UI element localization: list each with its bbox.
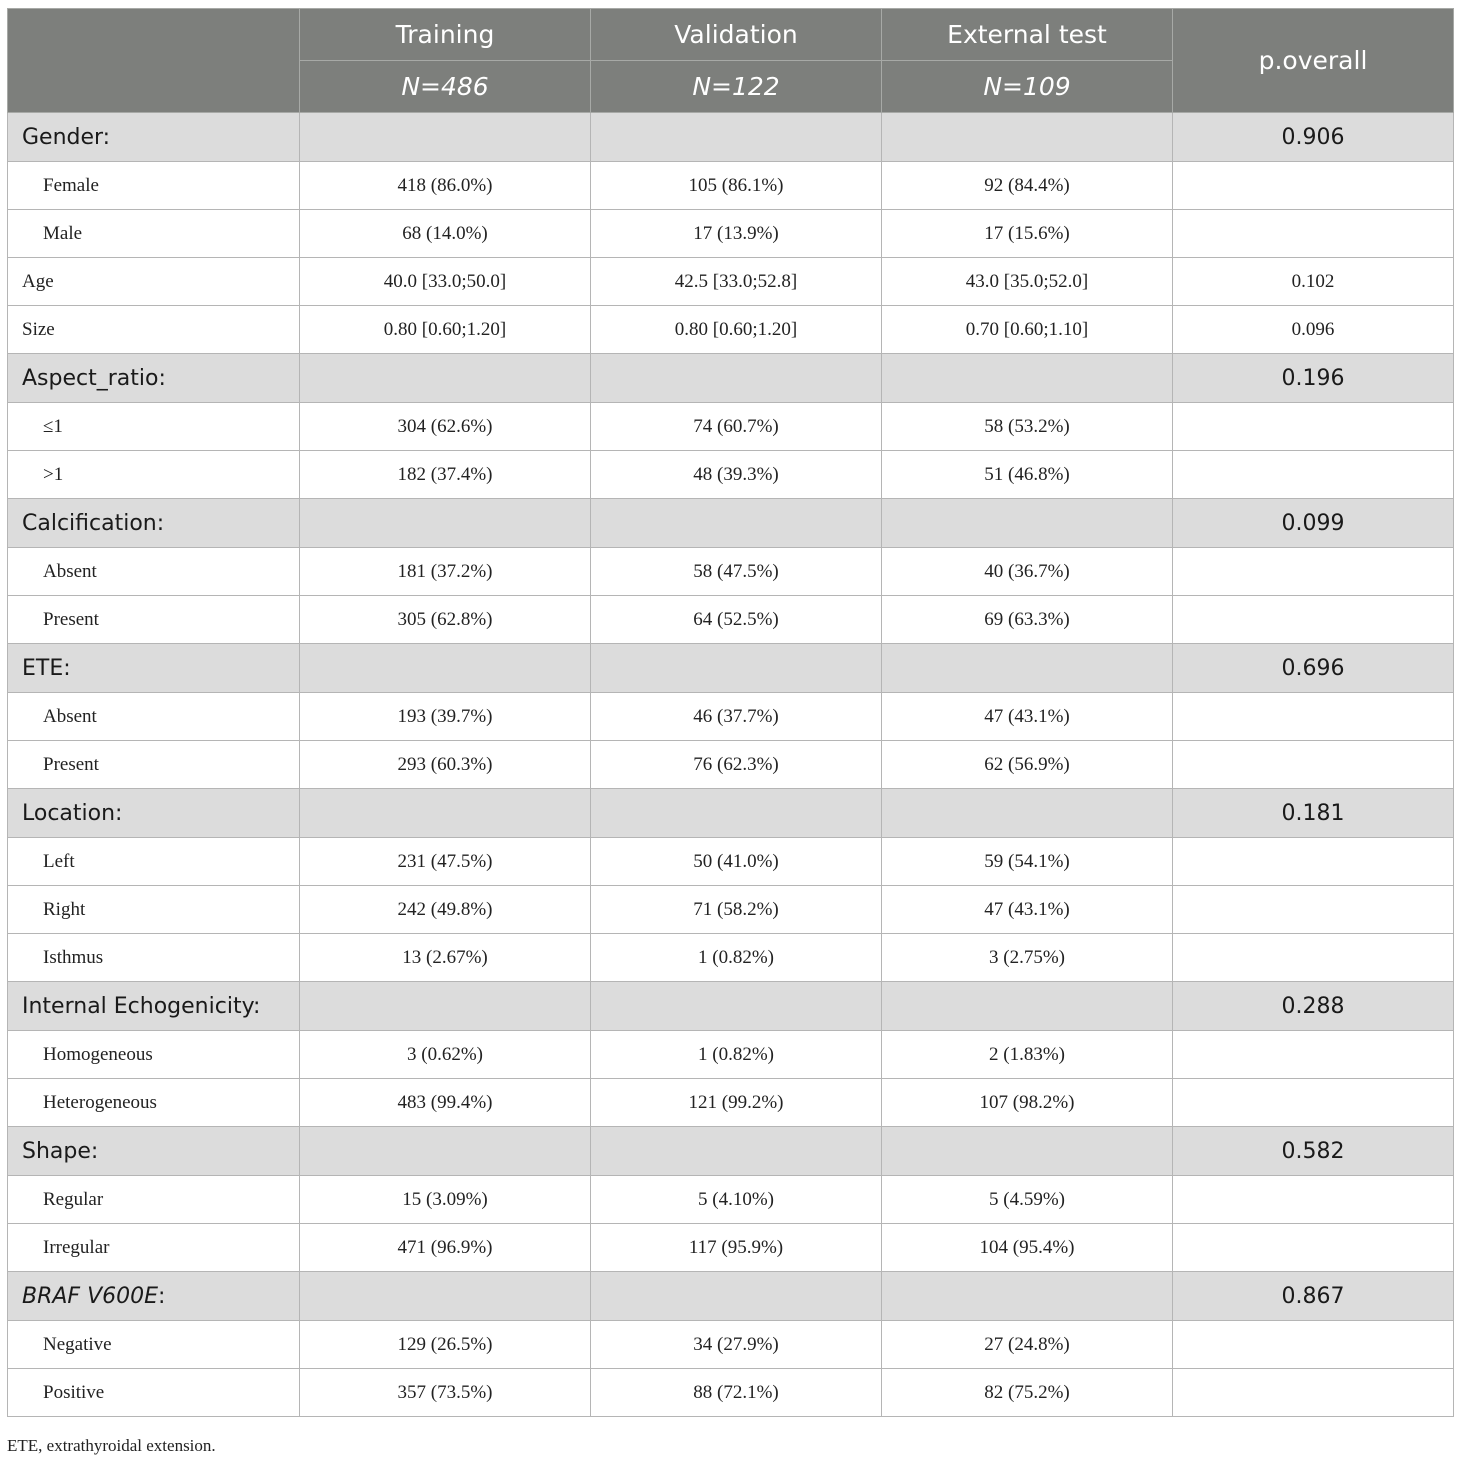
group-label — [8, 1127, 300, 1176]
empty-cell — [882, 1272, 1173, 1321]
empty-cell — [1173, 548, 1454, 596]
empty-cell — [300, 644, 591, 693]
group-label — [8, 644, 300, 693]
table-row — [8, 886, 1454, 934]
value-cell: 68 (14.0%) — [300, 210, 591, 258]
table-row — [8, 210, 1454, 258]
value-cell: 304 (62.6%) — [300, 403, 591, 451]
empty-cell — [1173, 934, 1454, 982]
row-label: Heterogeneous — [8, 1079, 300, 1127]
empty-cell — [300, 113, 591, 162]
group-p-value: 0.196 — [1173, 354, 1454, 403]
row-label: Female — [8, 162, 300, 210]
group-header-row — [8, 354, 1454, 403]
value-cell: 92 (84.4%) — [882, 162, 1173, 210]
value-cell: 64 (52.5%) — [591, 596, 882, 644]
group-label — [8, 982, 300, 1031]
row-label: Left — [8, 838, 300, 886]
table-row — [8, 306, 1454, 354]
n-external-test: N=109 — [882, 61, 1173, 113]
n-validation: N=122 — [591, 61, 882, 113]
empty-cell — [591, 644, 882, 693]
header-corner-cell — [8, 9, 300, 113]
group-p-value: 0.906 — [1173, 113, 1454, 162]
value-cell: 42.5 [33.0;52.8] — [591, 258, 882, 306]
value-cell: 0.70 [0.60;1.10] — [882, 306, 1173, 354]
empty-cell — [300, 789, 591, 838]
empty-cell — [300, 1127, 591, 1176]
table-row — [8, 1031, 1454, 1079]
empty-cell — [591, 499, 882, 548]
group-p-value: 0.582 — [1173, 1127, 1454, 1176]
empty-cell — [1173, 596, 1454, 644]
empty-cell — [591, 789, 882, 838]
empty-cell — [1173, 1079, 1454, 1127]
value-cell: 104 (95.4%) — [882, 1224, 1173, 1272]
table-row — [8, 451, 1454, 499]
row-label: Present — [8, 596, 300, 644]
empty-cell — [882, 1127, 1173, 1176]
row-label: Absent — [8, 548, 300, 596]
value-cell: 305 (62.8%) — [300, 596, 591, 644]
row-label: Isthmus — [8, 934, 300, 982]
value-cell: 129 (26.5%) — [300, 1321, 591, 1369]
group-p-value: 0.099 — [1173, 499, 1454, 548]
col-header-training: Training — [300, 9, 591, 61]
empty-cell — [300, 354, 591, 403]
empty-cell — [1173, 403, 1454, 451]
value-cell: 107 (98.2%) — [882, 1079, 1173, 1127]
table-row — [8, 1079, 1454, 1127]
empty-cell — [882, 113, 1173, 162]
group-p-value: 0.181 — [1173, 789, 1454, 838]
row-label: Size — [8, 306, 300, 354]
row-label: >1 — [8, 451, 300, 499]
group-label-text: Gender: — [22, 124, 111, 150]
empty-cell — [1173, 1369, 1454, 1417]
p-value-cell: 0.096 — [1173, 306, 1454, 354]
value-cell: 105 (86.1%) — [591, 162, 882, 210]
empty-cell — [591, 982, 882, 1031]
table-body — [8, 113, 1454, 1417]
empty-cell — [591, 113, 882, 162]
value-cell: 51 (46.8%) — [882, 451, 1173, 499]
row-label: Homogeneous — [8, 1031, 300, 1079]
value-cell: 13 (2.67%) — [300, 934, 591, 982]
empty-cell — [300, 982, 591, 1031]
group-label — [8, 113, 300, 162]
empty-cell — [882, 644, 1173, 693]
value-cell: 231 (47.5%) — [300, 838, 591, 886]
empty-cell — [882, 982, 1173, 1031]
value-cell: 27 (24.8%) — [882, 1321, 1173, 1369]
empty-cell — [300, 1272, 591, 1321]
value-cell: 1 (0.82%) — [591, 934, 882, 982]
value-cell: 76 (62.3%) — [591, 741, 882, 789]
value-cell: 43.0 [35.0;52.0] — [882, 258, 1173, 306]
empty-cell — [882, 354, 1173, 403]
group-header-row — [8, 113, 1454, 162]
value-cell: 293 (60.3%) — [300, 741, 591, 789]
table-row — [8, 403, 1454, 451]
value-cell: 88 (72.1%) — [591, 1369, 882, 1417]
table-header — [8, 9, 1454, 113]
value-cell: 82 (75.2%) — [882, 1369, 1173, 1417]
table-row — [8, 1224, 1454, 1272]
value-cell: 242 (49.8%) — [300, 886, 591, 934]
table-row — [8, 693, 1454, 741]
group-header-row — [8, 1272, 1454, 1321]
group-label — [8, 789, 300, 838]
value-cell: 50 (41.0%) — [591, 838, 882, 886]
value-cell: 59 (54.1%) — [882, 838, 1173, 886]
value-cell: 58 (47.5%) — [591, 548, 882, 596]
group-label-text: Shape: — [22, 1138, 99, 1164]
value-cell: 117 (95.9%) — [591, 1224, 882, 1272]
col-header-external-test: External test — [882, 9, 1173, 61]
value-cell: 1 (0.82%) — [591, 1031, 882, 1079]
value-cell: 34 (27.9%) — [591, 1321, 882, 1369]
table-row — [8, 741, 1454, 789]
empty-cell — [882, 789, 1173, 838]
row-label: Age — [8, 258, 300, 306]
col-header-validation: Validation — [591, 9, 882, 61]
empty-cell — [1173, 1031, 1454, 1079]
value-cell: 121 (99.2%) — [591, 1079, 882, 1127]
row-label: Irregular — [8, 1224, 300, 1272]
empty-cell — [1173, 741, 1454, 789]
empty-cell — [591, 1272, 882, 1321]
table-row — [8, 1321, 1454, 1369]
value-cell: 357 (73.5%) — [300, 1369, 591, 1417]
group-p-value: 0.696 — [1173, 644, 1454, 693]
group-label-text: Internal Echogenicity: — [22, 993, 261, 1019]
characteristics-table — [7, 8, 1454, 1417]
value-cell: 471 (96.9%) — [300, 1224, 591, 1272]
value-cell: 47 (43.1%) — [882, 886, 1173, 934]
value-cell: 483 (99.4%) — [300, 1079, 591, 1127]
table-footnote: ETE, extrathyroidal extension. — [7, 1436, 216, 1455]
empty-cell — [591, 354, 882, 403]
n-training: N=486 — [300, 61, 591, 113]
row-label: Male — [8, 210, 300, 258]
group-label-text: BRAF V600E — [22, 1283, 159, 1309]
value-cell: 2 (1.83%) — [882, 1031, 1173, 1079]
value-cell: 5 (4.59%) — [882, 1176, 1173, 1224]
value-cell: 40 (36.7%) — [882, 548, 1173, 596]
group-label — [8, 354, 300, 403]
value-cell: 5 (4.10%) — [591, 1176, 882, 1224]
table-row — [8, 838, 1454, 886]
group-label-suffix: : — [158, 1283, 166, 1309]
value-cell: 48 (39.3%) — [591, 451, 882, 499]
p-value-cell: 0.102 — [1173, 258, 1454, 306]
group-header-row — [8, 982, 1454, 1031]
table-row — [8, 258, 1454, 306]
value-cell: 62 (56.9%) — [882, 741, 1173, 789]
group-p-value: 0.867 — [1173, 1272, 1454, 1321]
value-cell: 181 (37.2%) — [300, 548, 591, 596]
table-row — [8, 1369, 1454, 1417]
group-header-row — [8, 499, 1454, 548]
empty-cell — [1173, 838, 1454, 886]
value-cell: 182 (37.4%) — [300, 451, 591, 499]
table-row — [8, 596, 1454, 644]
value-cell: 15 (3.09%) — [300, 1176, 591, 1224]
row-label: Regular — [8, 1176, 300, 1224]
value-cell: 40.0 [33.0;50.0] — [300, 258, 591, 306]
empty-cell — [1173, 162, 1454, 210]
value-cell: 58 (53.2%) — [882, 403, 1173, 451]
value-cell: 17 (13.9%) — [591, 210, 882, 258]
row-label: Positive — [8, 1369, 300, 1417]
empty-cell — [1173, 451, 1454, 499]
empty-cell — [1173, 1224, 1454, 1272]
empty-cell — [1173, 1176, 1454, 1224]
table-row — [8, 162, 1454, 210]
group-label-text: Location: — [22, 800, 123, 826]
group-header-row — [8, 1127, 1454, 1176]
empty-cell — [882, 499, 1173, 548]
value-cell: 3 (2.75%) — [882, 934, 1173, 982]
group-label-text: Calcification: — [22, 510, 165, 536]
empty-cell — [300, 499, 591, 548]
group-label — [8, 499, 300, 548]
empty-cell — [1173, 210, 1454, 258]
group-label-text: ETE: — [22, 655, 71, 681]
empty-cell — [1173, 693, 1454, 741]
row-label: ≤1 — [8, 403, 300, 451]
table-row — [8, 1176, 1454, 1224]
group-p-value: 0.288 — [1173, 982, 1454, 1031]
value-cell: 0.80 [0.60;1.20] — [591, 306, 882, 354]
value-cell: 0.80 [0.60;1.20] — [300, 306, 591, 354]
group-header-row — [8, 644, 1454, 693]
group-label-text: Aspect_ratio: — [22, 365, 166, 391]
value-cell: 193 (39.7%) — [300, 693, 591, 741]
table-row — [8, 548, 1454, 596]
empty-cell — [591, 1127, 882, 1176]
col-header-p-overall: p.overall — [1173, 9, 1454, 113]
table-row — [8, 934, 1454, 982]
value-cell: 71 (58.2%) — [591, 886, 882, 934]
group-label — [8, 1272, 300, 1321]
value-cell: 69 (63.3%) — [882, 596, 1173, 644]
group-header-row — [8, 789, 1454, 838]
empty-cell — [1173, 886, 1454, 934]
value-cell: 46 (37.7%) — [591, 693, 882, 741]
value-cell: 418 (86.0%) — [300, 162, 591, 210]
row-label: Present — [8, 741, 300, 789]
empty-cell — [1173, 1321, 1454, 1369]
row-label: Right — [8, 886, 300, 934]
row-label: Negative — [8, 1321, 300, 1369]
row-label: Absent — [8, 693, 300, 741]
value-cell: 17 (15.6%) — [882, 210, 1173, 258]
value-cell: 3 (0.62%) — [300, 1031, 591, 1079]
value-cell: 47 (43.1%) — [882, 693, 1173, 741]
value-cell: 74 (60.7%) — [591, 403, 882, 451]
